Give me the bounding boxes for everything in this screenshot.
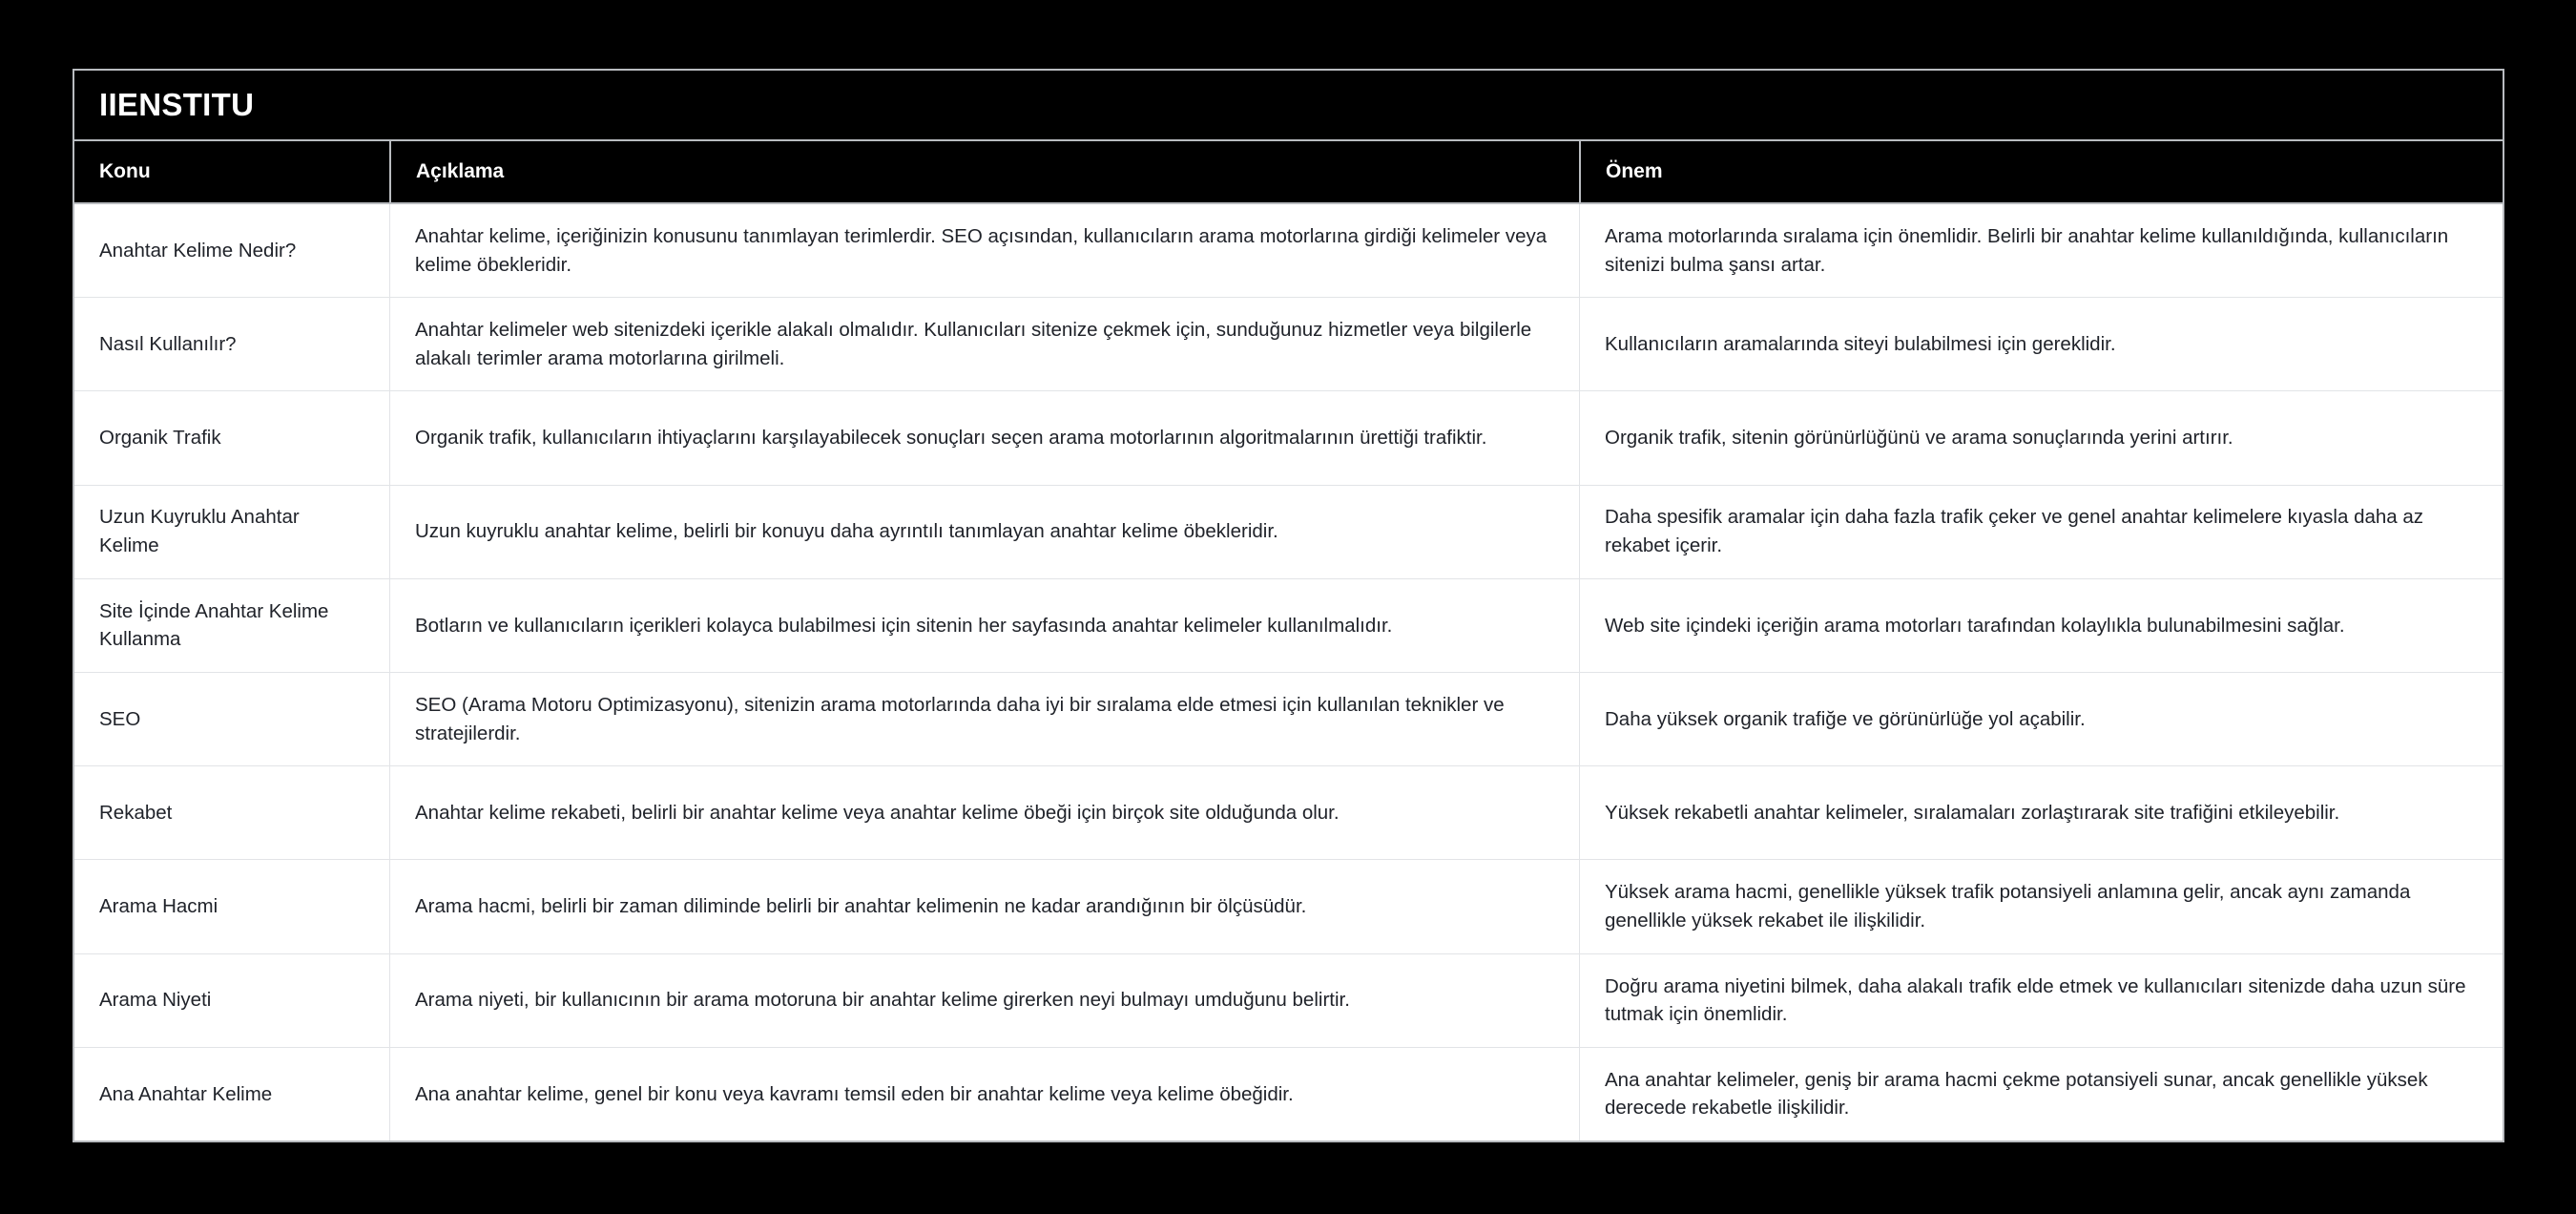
cell-onem — [1579, 579, 2503, 672]
cell-onem-text: Web site içindeki içeriğin arama motorları tarafından kolaylıkla bulunabilmesini sağlar. — [1605, 614, 2345, 637]
cell-aciklama-text: Anahtar kelime, içeriğinizin konusunu tanımlayan terimlerdir. SEO açısından, kullanıcıların arama motorlarına girdiği kelimeler veya kelime öbekleridir. — [415, 224, 1548, 276]
table-row — [74, 766, 2503, 860]
cell-onem — [1579, 204, 2503, 297]
cell-aciklama — [389, 391, 1579, 484]
cell-konu-text: Anahtar Kelime Nedir? — [99, 239, 297, 262]
cell-onem-text: Arama motorlarında sıralama için önemlidir. Belirli bir anahtar kelime kullanıldığında, kullanıcıların sitenizi bulma şansı artar. — [1605, 224, 2449, 276]
cell-konu-text: Uzun Kuyruklu Anahtar Kelime — [99, 506, 300, 557]
cell-konu — [74, 579, 389, 672]
cell-konu — [74, 766, 389, 859]
cell-aciklama-text: Anahtar kelime rekabeti, belirli bir anahtar kelime veya anahtar kelime öbeği için birçok site olduğunda olur. — [415, 801, 1340, 824]
table-row — [74, 486, 2503, 579]
cell-onem — [1579, 860, 2503, 952]
cell-konu-text: SEO — [99, 707, 141, 730]
cell-onem-text: Ana anahtar kelimeler, geniş bir arama hacmi çekme potansiyeli sunar, ancak genellikle yüksek derecede rekabetle ilişkilidir. — [1605, 1068, 2428, 1120]
cell-konu — [74, 298, 389, 390]
cell-aciklama-text: Anahtar kelimeler web sitenizdeki içerikle alakalı olmalıdır. Kullanıcıları sitenize çekmek için, sunduğunuz hizmetler veya bilgilerle alakalı terimler arama motorlarına girilmeli. — [415, 319, 1532, 369]
table-row — [74, 673, 2503, 766]
cell-aciklama-text: Organik trafik, kullanıcıların ihtiyaçlarını karşılayabilecek sonuçları seçen arama motorlarının algoritmalarının ürettiği trafiktir. — [415, 427, 1487, 450]
column-header-onem: Önem — [1579, 141, 2503, 202]
cell-aciklama — [389, 954, 1579, 1047]
table-row — [74, 860, 2503, 953]
keyword-reference-table-card — [73, 69, 2504, 1142]
cell-konu-text: Arama Niyeti — [99, 989, 212, 1012]
cell-onem — [1579, 766, 2503, 859]
cell-onem-text: Kullanıcıların aramalarında siteyi bulabilmesi için gereklidir. — [1605, 332, 2116, 355]
cell-konu — [74, 1048, 389, 1141]
cell-aciklama — [389, 579, 1579, 672]
cell-onem-text: Organik trafik, sitenin görünürlüğünü ve arama sonuçlarında yerini artırır. — [1605, 427, 2233, 450]
cell-aciklama — [389, 860, 1579, 952]
cell-aciklama-text: Arama niyeti, bir kullanıcının bir arama motoruna bir anahtar kelime girerken neyi bulmayı umduğunu belirtir. — [415, 989, 1350, 1012]
cell-aciklama — [389, 486, 1579, 578]
cell-aciklama — [389, 766, 1579, 859]
cell-aciklama-text: Uzun kuyruklu anahtar kelime, belirli bir konuyu daha ayrıntılı tanımlayan anahtar kelime öbekleridir. — [415, 520, 1278, 543]
cell-konu-text: Arama Hacmi — [99, 895, 218, 918]
table-header-row — [74, 141, 2503, 204]
cell-konu-text: Ana Anahtar Kelime — [99, 1082, 273, 1105]
table-row — [74, 391, 2503, 485]
table-row — [74, 1048, 2503, 1141]
cell-konu-text: Rekabet — [99, 801, 173, 824]
cell-aciklama-text: Botların ve kullanıcıların içerikleri kolayca bulabilmesi için sitenin her sayfasında anahtar kelimeler kullanılmalıdır. — [415, 614, 1393, 637]
cell-konu — [74, 391, 389, 484]
cell-onem-text: Daha yüksek organik trafiğe ve görünürlüğe yol açabilir. — [1605, 707, 2086, 730]
cell-konu — [74, 860, 389, 952]
cell-konu-text: Organik Trafik — [99, 427, 221, 450]
table-body — [74, 204, 2503, 1141]
column-header-aciklama: Açıklama — [389, 141, 1579, 202]
brand-logo-text: IIENSTITU — [99, 87, 255, 122]
table-row — [74, 954, 2503, 1048]
cell-onem-text: Yüksek arama hacmi, genellikle yüksek trafik potansiyeli anlamına gelir, ancak aynı zamanda genellikle yüksek rekabet ile ilişkilidir. — [1605, 881, 2411, 932]
cell-onem-text: Daha spesifik aramalar için daha fazla trafik çeker ve genel anahtar kelimelere kıyasla daha az rekabet içerir. — [1605, 506, 2424, 557]
cell-aciklama-text: SEO (Arama Motoru Optimizasyonu), sitenizin arama motorlarında daha iyi bir sıralama elde etmesi için kullanılan teknikler ve stratejilerdir. — [415, 693, 1505, 744]
cell-onem — [1579, 954, 2503, 1047]
cell-onem — [1579, 673, 2503, 765]
table-row — [74, 298, 2503, 391]
cell-konu — [74, 486, 389, 578]
cell-konu — [74, 954, 389, 1047]
cell-konu-text: Nasıl Kullanılır? — [99, 332, 237, 355]
cell-onem — [1579, 1048, 2503, 1141]
cell-aciklama — [389, 1048, 1579, 1141]
cell-konu — [74, 673, 389, 765]
cell-konu-text: Site İçinde Anahtar Kelime Kullanma — [99, 599, 329, 651]
table-row — [74, 204, 2503, 298]
cell-onem — [1579, 391, 2503, 484]
cell-onem-text: Yüksek rekabetli anahtar kelimeler, sıralamaları zorlaştırarak site trafiğini etkileyebilir. — [1605, 801, 2340, 824]
column-header-konu: Konu — [99, 160, 151, 182]
cell-aciklama — [389, 204, 1579, 297]
cell-onem — [1579, 298, 2503, 390]
cell-onem — [1579, 486, 2503, 578]
cell-aciklama — [389, 673, 1579, 765]
cell-aciklama-text: Arama hacmi, belirli bir zaman diliminde belirli bir anahtar kelimenin ne kadar arandığının bir ölçüsüdür. — [415, 895, 1307, 918]
brand-header — [74, 71, 2503, 141]
cell-aciklama — [389, 298, 1579, 390]
table-row — [74, 579, 2503, 673]
cell-onem-text: Doğru arama niyetini bilmek, daha alakalı trafik elde etmek ve kullanıcıları sitenizde daha uzun süre tutmak için önemlidir. — [1605, 974, 2466, 1026]
cell-aciklama-text: Ana anahtar kelime, genel bir konu veya kavramı temsil eden bir anahtar kelime veya kelime öbeğidir. — [415, 1082, 1294, 1105]
cell-konu — [74, 204, 389, 297]
